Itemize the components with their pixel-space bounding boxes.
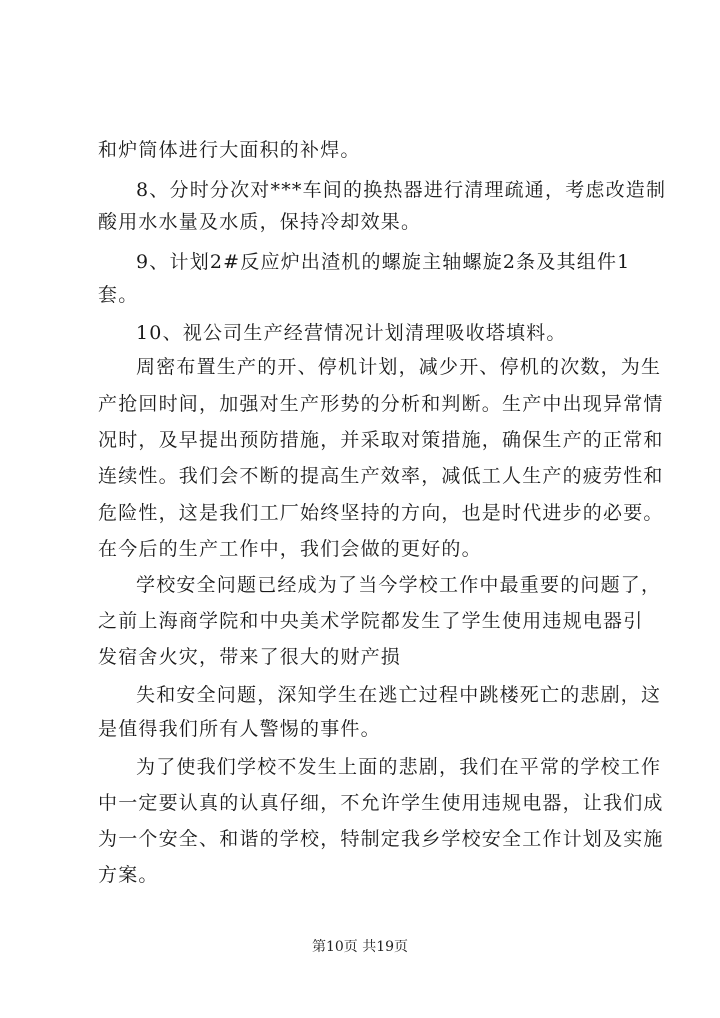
text-line: 酸用水水量及水质，保持冷却效果。	[98, 211, 422, 233]
text-line: 况时，及早提出预防措施，并采取对策措施，确保生产的正常和	[98, 429, 664, 451]
text-line: 为了使我们学校不发生上面的悲剧，我们在平常的学校工作	[136, 756, 662, 778]
text-line: 9、计划2#反应炉出渣机的螺旋主轴螺旋2条及其组件1	[136, 251, 631, 273]
text-line: 发宿舍火灾，带来了很大的财产损	[98, 646, 402, 668]
text-line: 和炉筒体进行大面积的补焊。	[98, 139, 361, 161]
text-line: 是值得我们所有人警惕的事件。	[98, 718, 381, 740]
text-line: 方案。	[98, 864, 159, 886]
text-line: 连续性。我们会不断的提高生产效率，减低工人生产的疲劳性和	[98, 465, 664, 487]
text-line: 在今后的生产工作中，我们会做的更好的。	[98, 538, 482, 560]
text-line: 8、分时分次对***车间的换热器进行清理疏通，考虑改造制	[136, 179, 667, 201]
text-line: 之前上海商学院和中央美术学院都发生了学生使用违规电器引	[98, 610, 644, 632]
text-line: 周密布置生产的开、停机计划，减少开、停机的次数，为生	[136, 356, 662, 378]
text-line: 10、视公司生产经营情况计划清理吸收塔填料。	[136, 322, 567, 344]
text-line: 套。	[98, 284, 139, 306]
text-line: 为一个安全、和谐的学校，特制定我乡学校安全工作计划及实施	[98, 828, 664, 850]
text-line: 中一定要认真的认真仔细，不允许学生使用违规电器，让我们成	[98, 792, 664, 814]
text-line: 失和安全问题，深知学生在逃亡过程中跳楼死亡的悲剧，这	[136, 684, 662, 706]
text-line: 学校安全问题已经成为了当今学校工作中最重要的问题了，	[136, 574, 662, 596]
page-number: 第10页 共19页	[311, 939, 409, 955]
text-line: 产抢回时间，加强对生产形势的分析和判断。生产中出现异常情	[98, 393, 664, 415]
text-line: 危险性，这是我们工厂始终坚持的方向，也是时代进步的必要。	[98, 502, 664, 524]
